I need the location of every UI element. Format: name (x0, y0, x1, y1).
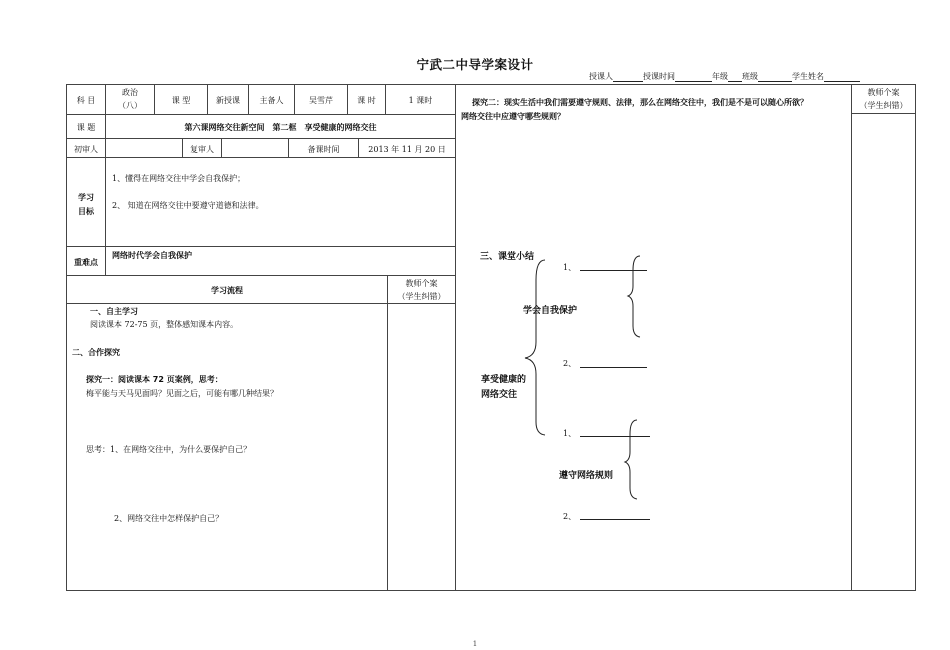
subject-value-line2: （八） (118, 101, 142, 110)
subject-label: 科 目 (76, 96, 96, 105)
root-brace-icon (525, 260, 545, 435)
class-info-line (589, 71, 860, 82)
type-value: 新授课 (216, 96, 240, 105)
preparer-value: 吴雪芹 (309, 96, 333, 105)
first-reviewer-value-cell (105, 138, 183, 158)
flow-teacher-note-column (387, 275, 456, 591)
page-number: 1 (472, 640, 478, 648)
goal-item-2: 2、 知道在网络交往中要遵守道德和法律。 (112, 201, 264, 210)
think-question-1: 思考：1、在网络交往中，为什么要保护自己？ (86, 445, 252, 454)
student-blank (824, 73, 860, 82)
goal-item-1: 1、懂得在网络交往中学会自我保护； (112, 174, 246, 183)
mindmap-root-line2: 网络交往 (481, 390, 518, 400)
section1-title: 一、自主学习 (90, 307, 138, 316)
section2-title: 二、合作探究 (72, 348, 120, 357)
protect-brace-icon (628, 256, 640, 337)
preparer-label: 主备人 (259, 96, 284, 105)
student-label: 学生姓名 (792, 72, 824, 81)
goals-label-line1: 学习 (78, 193, 94, 202)
prep-time-label: 备课时间 (307, 145, 340, 154)
first-reviewer-label: 初审人 (74, 145, 98, 154)
rules-brace-icon (625, 420, 637, 499)
second-reviewer-value-cell (221, 138, 289, 158)
flow-header: 学习流程 (211, 286, 243, 295)
grade-blank (728, 73, 742, 82)
explore1-question: 梅平能与天马见面吗？见面之后，可能有哪几种结果？ (86, 389, 278, 398)
flow-teacher-note-line2: （学生纠错） (397, 292, 446, 301)
protect-item-2-number: 2、 (563, 359, 577, 368)
rules-item-2-number: 2、 (563, 512, 577, 521)
page-title: 宁武二中导学案设计 (416, 57, 534, 72)
class-label: 班级 (742, 72, 758, 81)
right-teacher-note-line1: 教师个案 (867, 88, 900, 97)
mindmap-braces (515, 250, 655, 510)
summary-title: 三、课堂小结 (480, 252, 535, 262)
grade-label: 年级 (712, 72, 728, 81)
time-blank (675, 73, 712, 82)
right-note-column (851, 84, 916, 591)
topic-value: 第六课网络交往新空间 第二框 享受健康的网络交往 (184, 123, 377, 132)
key-points-value: 网络时代学会自我保护 (112, 251, 192, 260)
second-reviewer-label: 复审人 (190, 145, 214, 154)
prep-time-value: 2013 年 11 月 20 日 (368, 145, 446, 154)
think-question-2: 2、网络交往中怎样保护自己？ (114, 514, 224, 523)
goals-label-line2: 目标 (78, 207, 94, 216)
mindmap-root-line1: 享受健康的 (481, 375, 527, 385)
type-label: 课 型 (171, 96, 191, 105)
mindmap-branch-protect: 学会自我保护 (523, 306, 578, 316)
hours-value: 1 课时 (408, 96, 433, 105)
subject-value-line1: 政治 (122, 88, 138, 97)
key-points-label: 重难点 (74, 258, 98, 267)
section1-text: 阅读课本 72-75 页，整体感知课本内容。 (90, 320, 239, 329)
explore2-line1: 探究二：现实生活中我们需要遵守规则、法律，那么在网络交往中，我们是不是可以随心所欲？ (472, 98, 808, 107)
topic-label: 课 题 (76, 123, 96, 132)
explore1-title: 探究一：阅读课本 72 页案例，思考： (86, 375, 223, 384)
right-teacher-note-line2: （学生纠错） (859, 101, 908, 110)
rules-item-1-number: 1、 (563, 429, 577, 438)
protect-item-1-number: 1、 (563, 263, 577, 272)
flow-teacher-note-line1: 教师个案 (405, 279, 438, 288)
class-blank (758, 73, 792, 82)
hours-label: 课 时 (357, 96, 376, 105)
explore2-line2: 网络交往中应遵守哪些规则？ (461, 112, 565, 121)
time-label: 授课时间 (643, 72, 675, 81)
teacher-label: 授课人 (589, 72, 613, 81)
mindmap-branch-rules: 遵守网络规则 (559, 471, 614, 481)
rules-item-2-blank (580, 519, 650, 520)
teacher-blank (613, 73, 643, 82)
